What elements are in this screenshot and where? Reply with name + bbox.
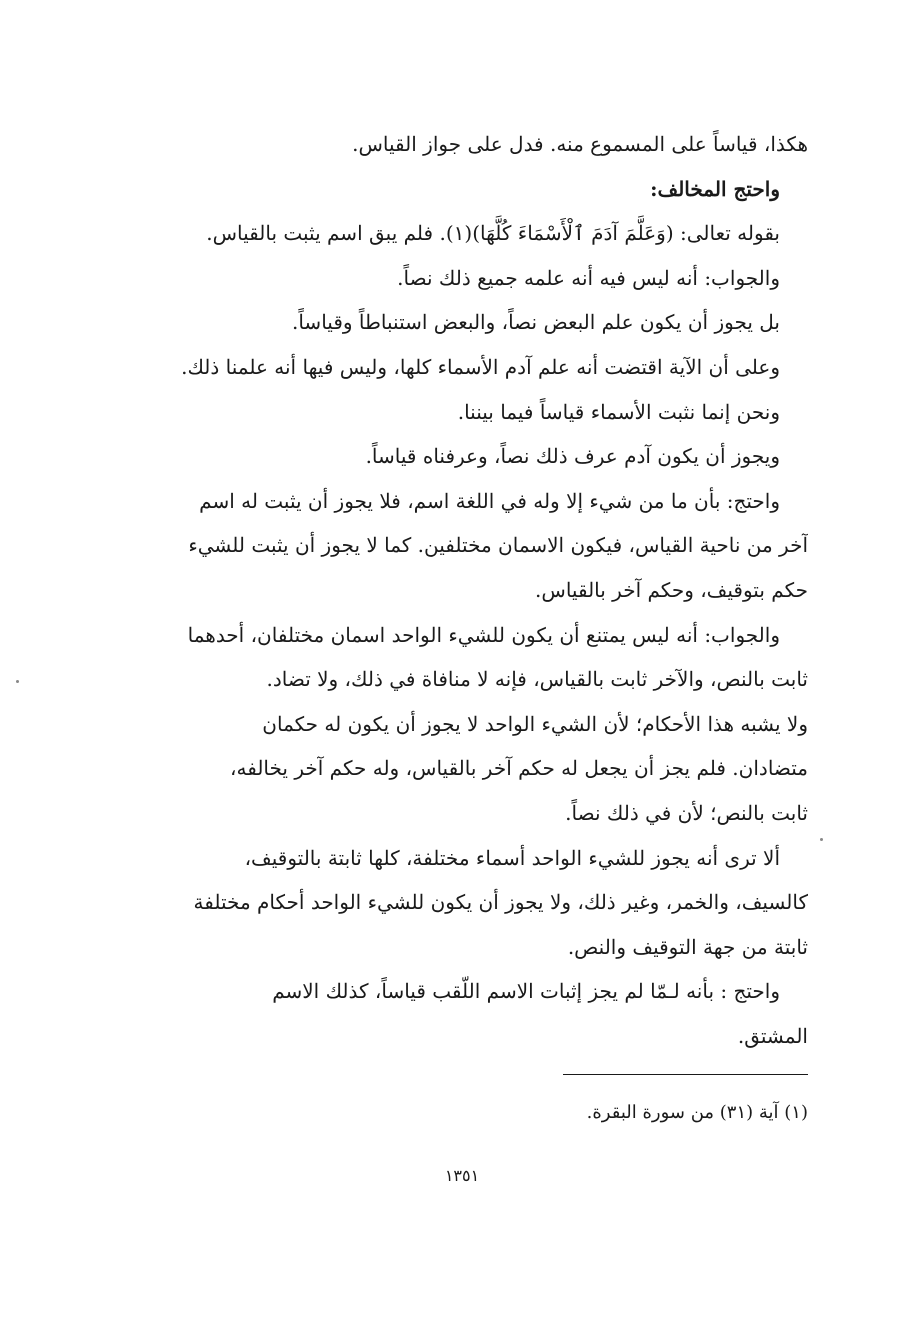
paragraph-line: بقوله تعالى: (وَعَلَّمَ آدَمَ ٱلْأَسْمَاءَ كُلَّهَا)(١). فلم يبق اسم يثبت بالقياس. <box>206 221 780 246</box>
paragraph-line: حكم بتوقيف، وحكم آخر بالقياس. <box>535 577 808 602</box>
paragraph-line: والجواب: أنه ليس فيه أنه علمه جميع ذلك نصاً. <box>397 265 780 290</box>
paragraph-line: آخر من ناحية القياس، فيكون الاسمان مختلفين. كما لا يجوز أن يثبت للشيء <box>188 533 808 558</box>
footnote-divider <box>563 1074 808 1075</box>
page-number: ١٣٥١ <box>444 1166 480 1185</box>
paragraph-line: ألا ترى أنه يجوز للشيء الواحد أسماء مختلفة، كلها ثابتة بالتوقيف، <box>244 845 780 870</box>
paragraph-line: متضادان. فلم يجز أن يجعل له حكم آخر بالقياس، وله حكم آخر يخالفه، <box>230 756 808 781</box>
paragraph-line: واحتج: بأن ما من شيء إلا وله في اللغة اسم، فلا يجوز أن يثبت له اسم <box>199 488 780 513</box>
paragraph-line: وعلى أن الآية اقتضت أنه علم آدم الأسماء كلها، وليس فيها أنه علمنا ذلك. <box>181 354 780 379</box>
paragraph-line: واحتج : بأنه لـمّا لم يجز إثبات الاسم اللّقب قياساً، كذلك الاسم <box>272 979 780 1004</box>
paragraph-line: المشتق. <box>737 1023 808 1048</box>
paragraph-line: ويجوز أن يكون آدم عرف ذلك نصاً، وعرفناه قياساً. <box>365 444 780 469</box>
paragraph-line: كالسيف، والخمر، وغير ذلك، ولا يجوز أن يكون للشيء الواحد أحكام مختلفة <box>193 890 808 915</box>
paragraph-line: ونحن إنما نثبت الأسماء قياساً فيما بيننا. <box>457 399 780 424</box>
paragraph-line: ثابتة من جهة التوقيف والنص. <box>567 934 808 959</box>
body-text <box>118 122 808 1058</box>
paragraph-line: ولا يشبه هذا الأحكام؛ لأن الشيء الواحد لا يجوز أن يكون له حكمان <box>262 711 808 736</box>
margin-dot <box>820 838 823 841</box>
paragraph-line: ثابت بالنص؛ لأن في ذلك نصاً. <box>565 800 808 825</box>
paragraph-line: بل يجوز أن يكون علم البعض نصاً، والبعض استنباطاً وقياساً. <box>291 310 780 335</box>
section-heading: واحتج المخالف: <box>650 176 780 201</box>
margin-dot <box>16 680 19 683</box>
paragraph-line: ثابت بالنص، والآخر ثابت بالقياس، فإنه لا منافاة في ذلك، ولا تضاد. <box>266 667 808 692</box>
paragraph-line: والجواب: أنه ليس يمتنع أن يكون للشيء الواحد اسمان مختلفان، أحدهما <box>187 622 780 647</box>
paragraph-line: هكذا، قياساً على المسموع منه. فدل على جواز القياس. <box>352 132 808 156</box>
footnote: (١) آية (٣١) من سورة البقرة. <box>586 1102 808 1123</box>
